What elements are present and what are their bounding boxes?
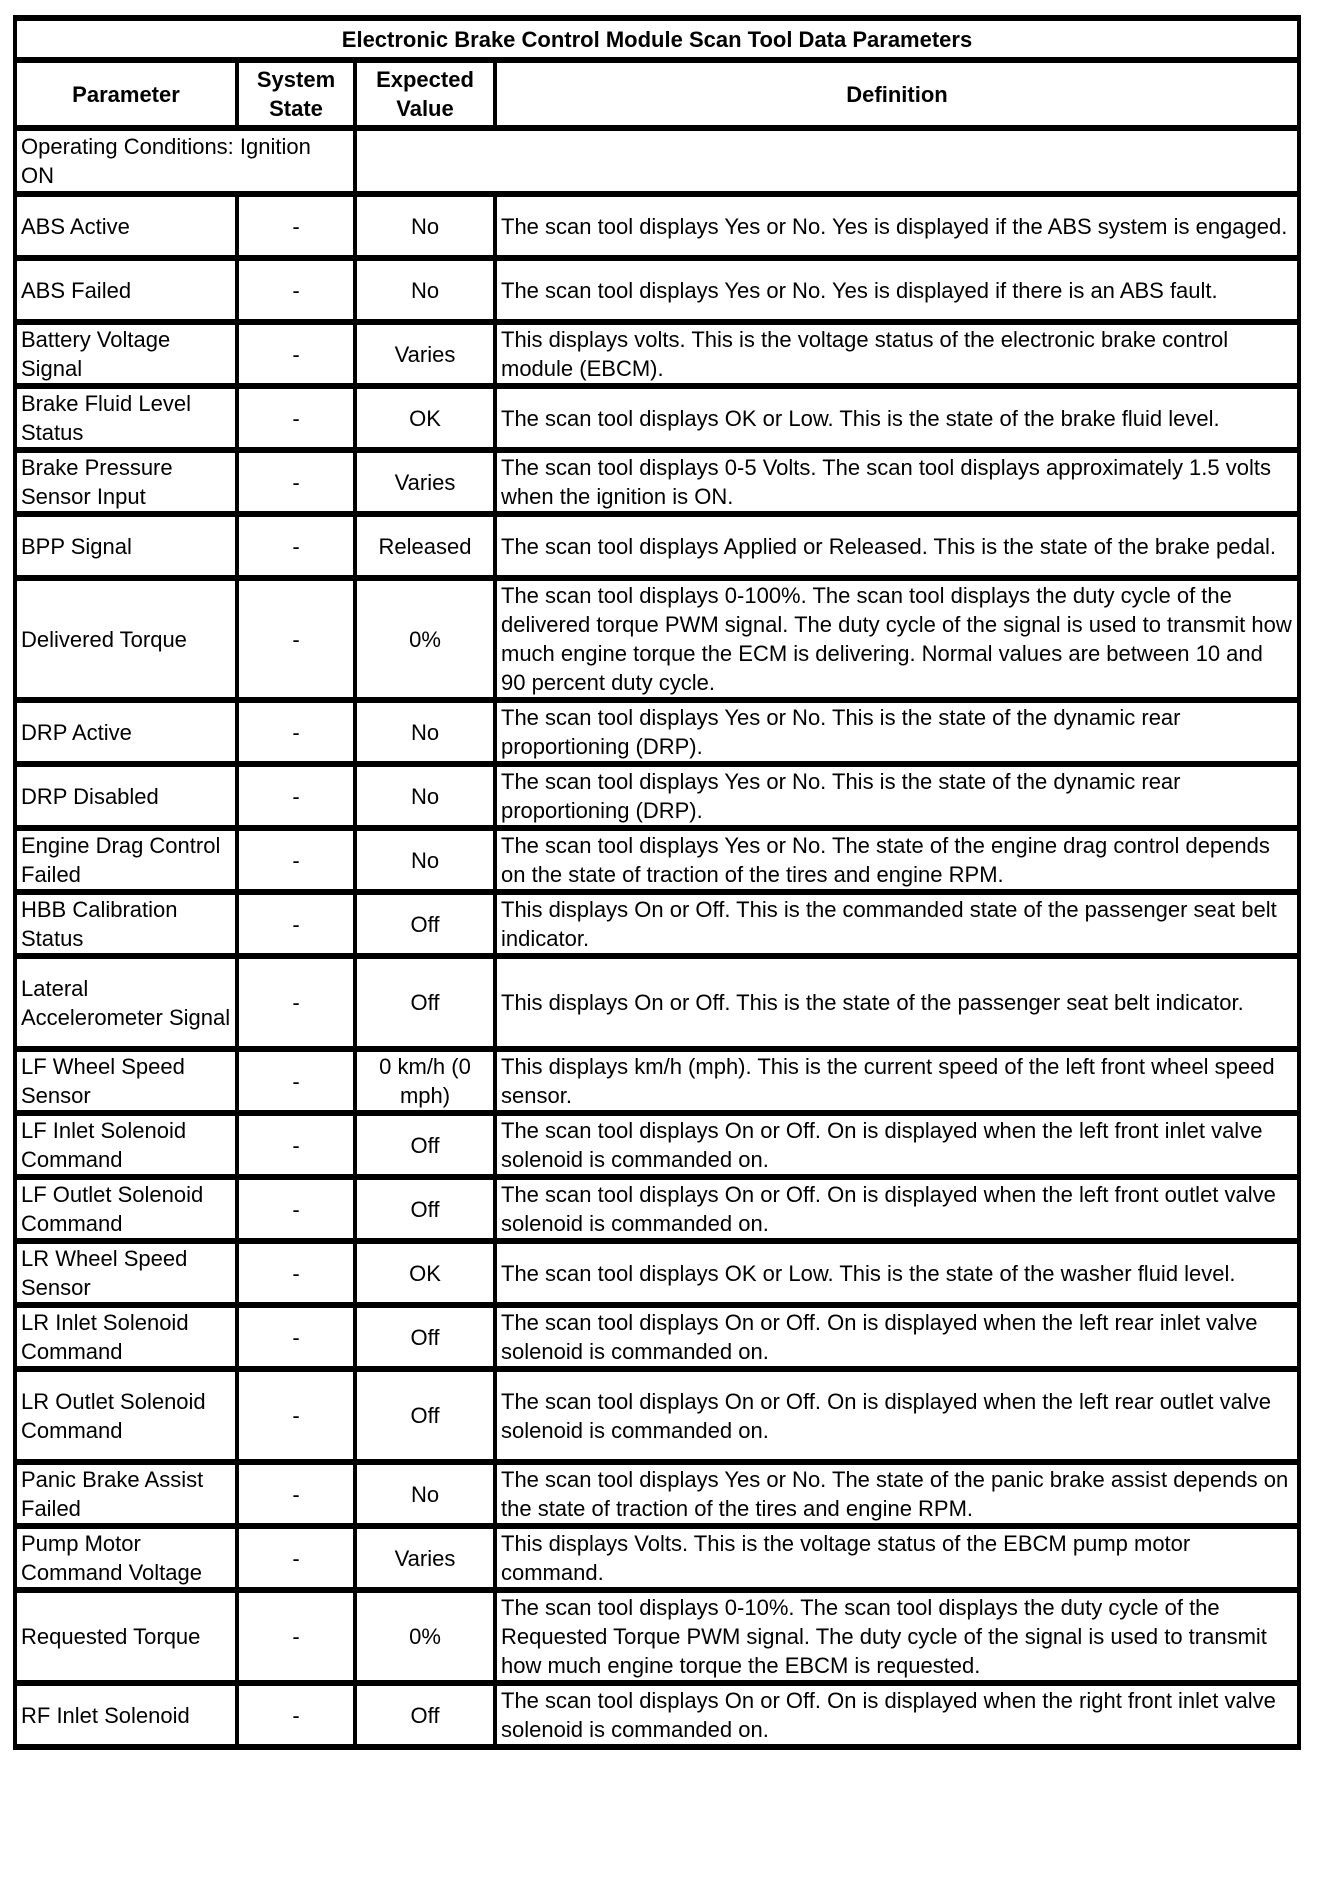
parameter-cell: LF Inlet Solenoid Command	[15, 1113, 237, 1177]
table-row	[15, 956, 1299, 1049]
table-row	[15, 700, 1299, 764]
parameter-cell: LR Inlet Solenoid Command	[15, 1305, 237, 1369]
definition-cell: The scan tool displays On or Off. On is displayed when the right front inlet valve solenoid is commanded on.	[495, 1683, 1299, 1747]
header-row	[15, 60, 1299, 128]
parameter-cell: DRP Disabled	[15, 764, 237, 828]
definition-cell: This displays volts. This is the voltage status of the electronic brake control module (EBCM).	[495, 322, 1299, 386]
parameter-cell: Delivered Torque	[15, 578, 237, 700]
table-title: Electronic Brake Control Module Scan Tool Data Parameters	[15, 18, 1299, 60]
table-row	[15, 450, 1299, 514]
system-state-cell: -	[237, 1462, 355, 1526]
table-row	[15, 1683, 1299, 1747]
system-state-cell: -	[237, 1526, 355, 1590]
definition-cell: The scan tool displays 0-5 Volts. The scan tool displays approximately 1.5 volts when the ignition is ON.	[495, 450, 1299, 514]
system-state-cell: -	[237, 1305, 355, 1369]
definition-cell: The scan tool displays Applied or Released. This is the state of the brake pedal.	[495, 514, 1299, 578]
definition-cell: The scan tool displays On or Off. On is displayed when the left front inlet valve solenoid is commanded on.	[495, 1113, 1299, 1177]
table-row	[15, 194, 1299, 258]
expected-value-cell: Varies	[355, 450, 495, 514]
table-row	[15, 764, 1299, 828]
header-parameter: Parameter	[15, 60, 237, 128]
expected-value-cell: OK	[355, 1241, 495, 1305]
expected-value-cell: Off	[355, 1305, 495, 1369]
table-row	[15, 1369, 1299, 1462]
definition-cell: The scan tool displays On or Off. On is displayed when the left rear inlet valve solenoid is commanded on.	[495, 1305, 1299, 1369]
table-row	[15, 258, 1299, 322]
parameter-cell: DRP Active	[15, 700, 237, 764]
table-row	[15, 828, 1299, 892]
table-row	[15, 892, 1299, 956]
table-row	[15, 322, 1299, 386]
expected-value-cell: No	[355, 828, 495, 892]
system-state-cell: -	[237, 1177, 355, 1241]
system-state-cell: -	[237, 956, 355, 1049]
parameter-cell: Brake Pressure Sensor Input	[15, 450, 237, 514]
parameter-cell: Requested Torque	[15, 1590, 237, 1683]
definition-cell: The scan tool displays Yes or No. Yes is displayed if there is an ABS fault.	[495, 258, 1299, 322]
definition-cell: The scan tool displays On or Off. On is displayed when the left front outlet valve solenoid is commanded on.	[495, 1177, 1299, 1241]
table-title-row	[15, 18, 1299, 60]
expected-value-cell: Off	[355, 1369, 495, 1462]
operating-conditions: Operating Conditions: Ignition ON	[15, 128, 355, 194]
definition-cell: The scan tool displays Yes or No. The state of the panic brake assist depends on the state of traction of the tires and engine RPM.	[495, 1462, 1299, 1526]
definition-cell: This displays Volts. This is the voltage status of the EBCM pump motor command.	[495, 1526, 1299, 1590]
definition-cell: This displays On or Off. This is the state of the passenger seat belt indicator.	[495, 956, 1299, 1049]
expected-value-cell: No	[355, 194, 495, 258]
table-row	[15, 1590, 1299, 1683]
system-state-cell: -	[237, 578, 355, 700]
system-state-cell: -	[237, 1369, 355, 1462]
parameter-cell: LF Outlet Solenoid Command	[15, 1177, 237, 1241]
expected-value-cell: 0%	[355, 1590, 495, 1683]
table-row	[15, 1113, 1299, 1177]
parameter-cell: Battery Voltage Signal	[15, 322, 237, 386]
parameter-cell: Brake Fluid Level Status	[15, 386, 237, 450]
table-row	[15, 1241, 1299, 1305]
definition-cell: The scan tool displays 0-100%. The scan tool displays the duty cycle of the delivered torque PWM signal. The duty cycle of the signal is used to transmit how much engine torque the ECM is delivering. Normal values are between 10 and 90 percent duty cycle.	[495, 578, 1299, 700]
expected-value-cell: OK	[355, 386, 495, 450]
system-state-cell: -	[237, 258, 355, 322]
scan-tool-data-table	[13, 15, 1301, 1750]
definition-cell: The scan tool displays OK or Low. This is the state of the washer fluid level.	[495, 1241, 1299, 1305]
parameter-cell: HBB Calibration Status	[15, 892, 237, 956]
system-state-cell: -	[237, 514, 355, 578]
table-row	[15, 1177, 1299, 1241]
system-state-cell: -	[237, 322, 355, 386]
definition-cell: The scan tool displays Yes or No. The state of the engine drag control depends on the state of traction of the tires and engine RPM.	[495, 828, 1299, 892]
expected-value-cell: Off	[355, 1683, 495, 1747]
system-state-cell: -	[237, 700, 355, 764]
system-state-cell: -	[237, 194, 355, 258]
system-state-cell: -	[237, 764, 355, 828]
expected-value-cell: Released	[355, 514, 495, 578]
expected-value-cell: No	[355, 700, 495, 764]
system-state-cell: -	[237, 1113, 355, 1177]
table-row	[15, 514, 1299, 578]
definition-cell: The scan tool displays Yes or No. This is the state of the dynamic rear proportioning (DRP).	[495, 764, 1299, 828]
table-row	[15, 1462, 1299, 1526]
system-state-cell: -	[237, 1683, 355, 1747]
operating-conditions-row	[15, 128, 1299, 194]
definition-cell: The scan tool displays Yes or No. This is the state of the dynamic rear proportioning (DRP).	[495, 700, 1299, 764]
expected-value-cell: No	[355, 258, 495, 322]
parameter-cell: Engine Drag Control Failed	[15, 828, 237, 892]
parameter-cell: Pump Motor Command Voltage	[15, 1526, 237, 1590]
system-state-cell: -	[237, 828, 355, 892]
system-state-cell: -	[237, 386, 355, 450]
definition-cell: The scan tool displays On or Off. On is displayed when the left rear outlet valve solenoid is commanded on.	[495, 1369, 1299, 1462]
parameter-cell: RF Inlet Solenoid	[15, 1683, 237, 1747]
parameter-cell: BPP Signal	[15, 514, 237, 578]
system-state-cell: -	[237, 1590, 355, 1683]
parameter-cell: LF Wheel Speed Sensor	[15, 1049, 237, 1113]
parameter-cell: Lateral Accelerometer Signal	[15, 956, 237, 1049]
table-row	[15, 1526, 1299, 1590]
expected-value-cell: Off	[355, 956, 495, 1049]
table-row	[15, 1049, 1299, 1113]
table-row	[15, 1305, 1299, 1369]
expected-value-cell: No	[355, 1462, 495, 1526]
expected-value-cell: 0 km/h (0 mph)	[355, 1049, 495, 1113]
header-expected-value: Expected Value	[355, 60, 495, 128]
expected-value-cell: Off	[355, 892, 495, 956]
definition-cell: This displays km/h (mph). This is the current speed of the left front wheel speed sensor.	[495, 1049, 1299, 1113]
header-definition: Definition	[495, 60, 1299, 128]
definition-cell: The scan tool displays 0-10%. The scan tool displays the duty cycle of the Requested Torque PWM signal. The duty cycle of the signal is used to transmit how much engine torque the EBCM is requested.	[495, 1590, 1299, 1683]
definition-cell: The scan tool displays Yes or No. Yes is displayed if the ABS system is engaged.	[495, 194, 1299, 258]
header-system-state: System State	[237, 60, 355, 128]
system-state-cell: -	[237, 1241, 355, 1305]
system-state-cell: -	[237, 892, 355, 956]
parameter-cell: LR Outlet Solenoid Command	[15, 1369, 237, 1462]
parameter-cell: Panic Brake Assist Failed	[15, 1462, 237, 1526]
parameter-cell: ABS Failed	[15, 258, 237, 322]
expected-value-cell: Varies	[355, 322, 495, 386]
expected-value-cell: Off	[355, 1177, 495, 1241]
expected-value-cell: Off	[355, 1113, 495, 1177]
definition-cell: The scan tool displays OK or Low. This is the state of the brake fluid level.	[495, 386, 1299, 450]
operating-conditions-blank	[355, 128, 1299, 194]
table-row	[15, 578, 1299, 700]
definition-cell: This displays On or Off. This is the commanded state of the passenger seat belt indicator.	[495, 892, 1299, 956]
table-row	[15, 386, 1299, 450]
expected-value-cell: 0%	[355, 578, 495, 700]
expected-value-cell: Varies	[355, 1526, 495, 1590]
parameter-cell: ABS Active	[15, 194, 237, 258]
expected-value-cell: No	[355, 764, 495, 828]
system-state-cell: -	[237, 450, 355, 514]
parameter-cell: LR Wheel Speed Sensor	[15, 1241, 237, 1305]
system-state-cell: -	[237, 1049, 355, 1113]
